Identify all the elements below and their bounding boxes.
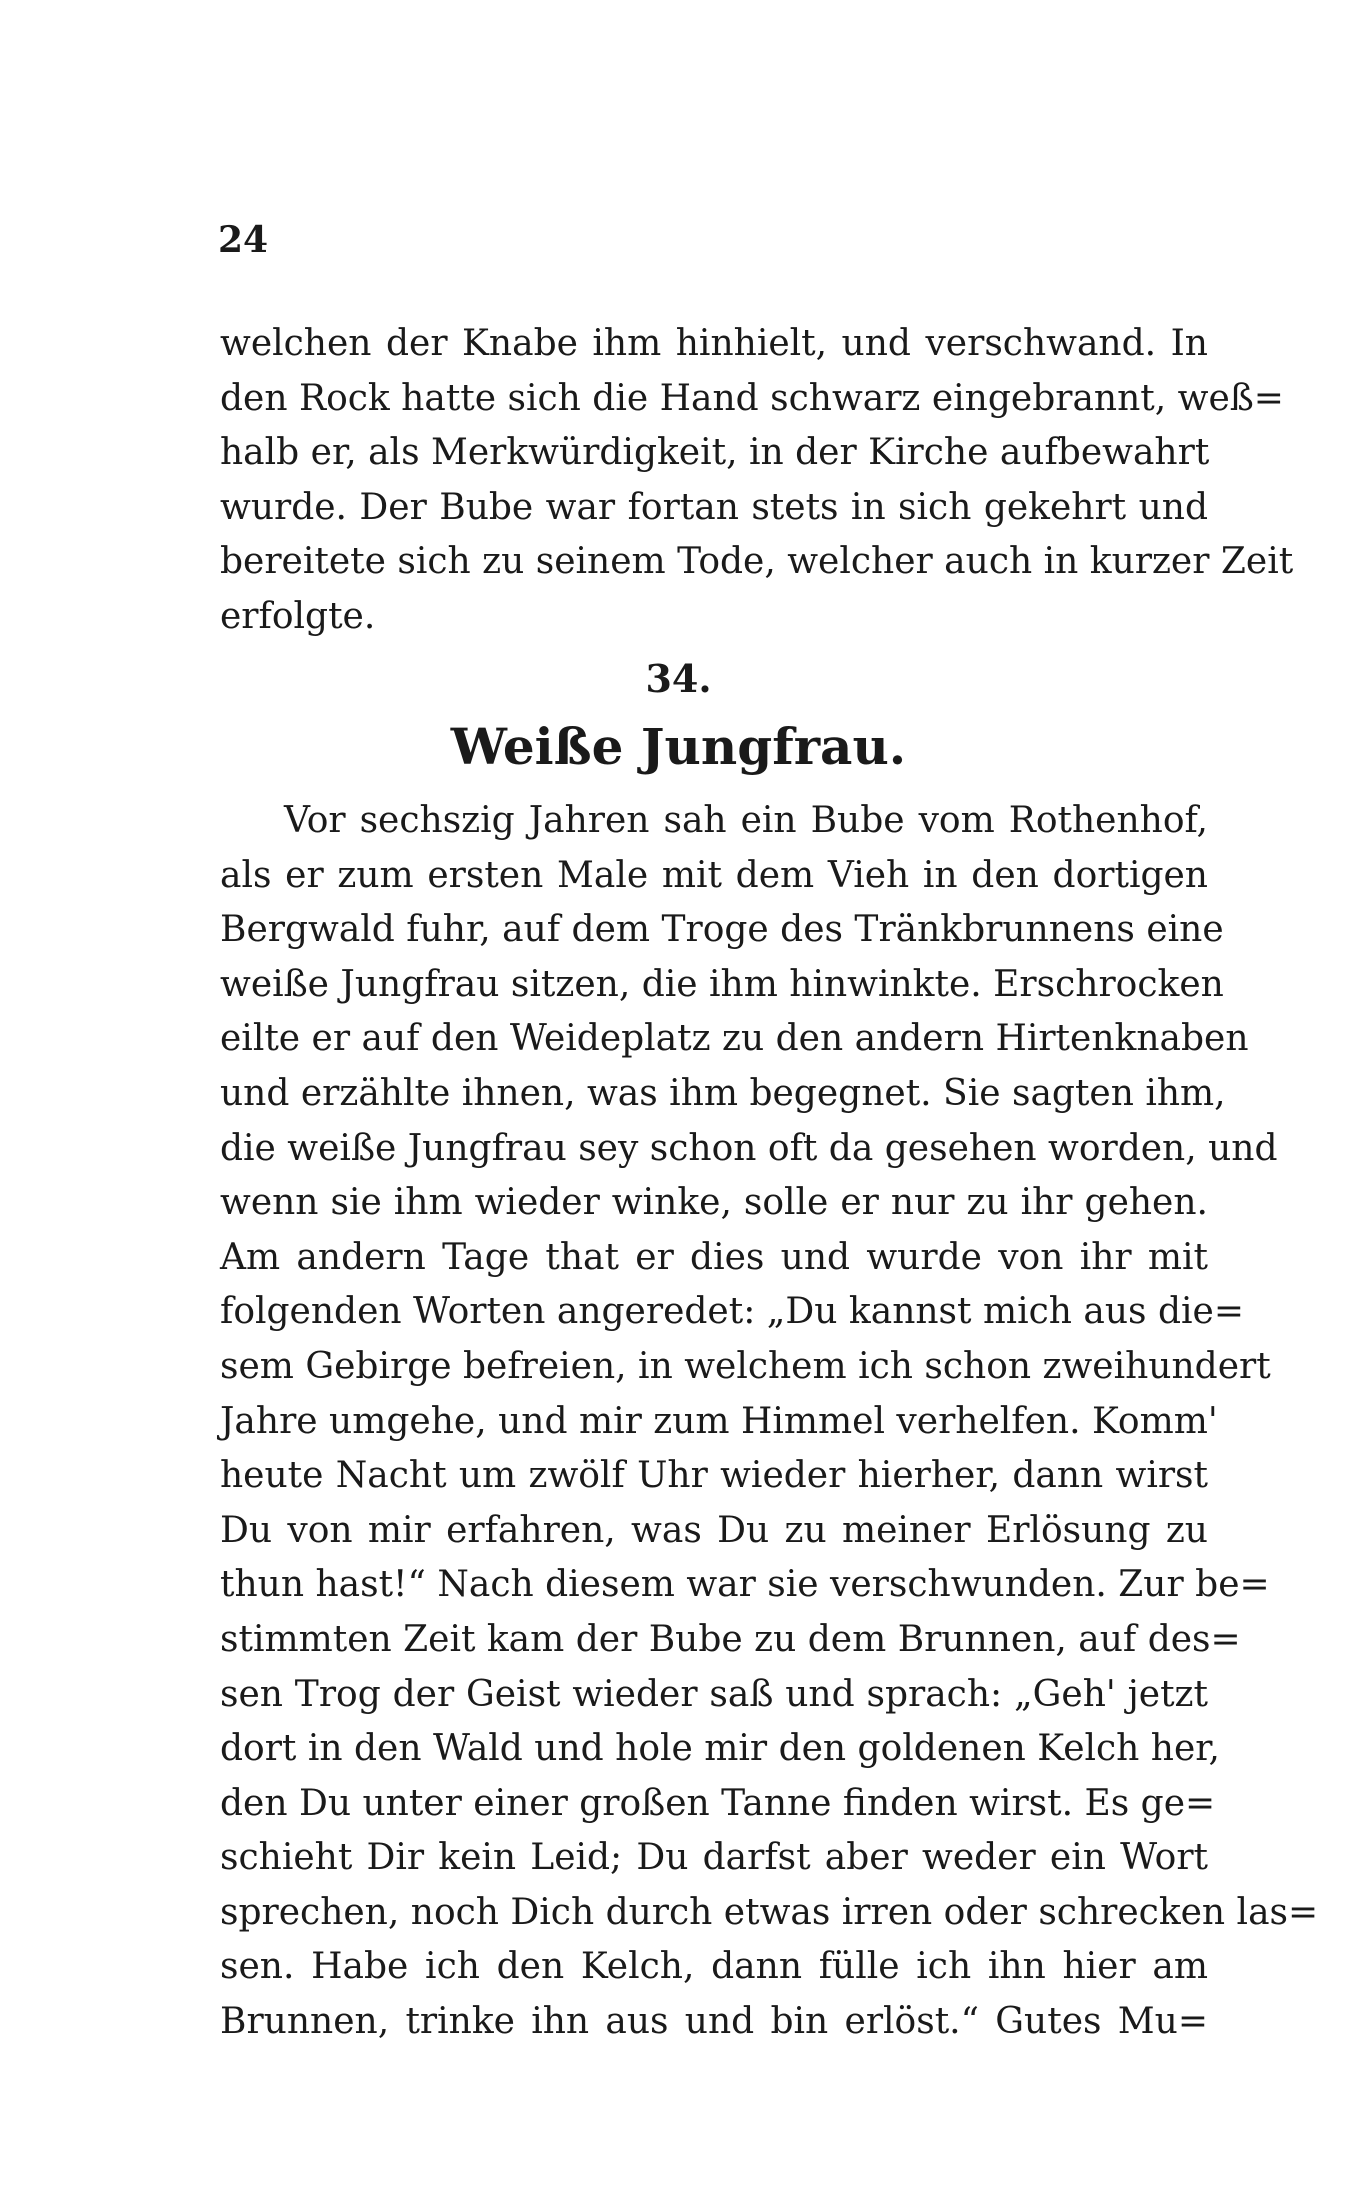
text-line: Du von mir erfahren, was Du zu meiner Erlösung zu	[220, 1509, 1208, 1551]
text-line: Am andern Tage that er dies und wurde von ihr mit	[220, 1236, 1208, 1278]
text-line: die weiße Jungfrau sey schon oft da gesehen worden, und	[220, 1127, 1278, 1169]
section-number: 34.	[645, 656, 712, 701]
previous-paragraph	[220, 317, 1294, 645]
text-line: wenn sie ihm wieder winke, solle er nur zu ihr gehen.	[220, 1182, 1208, 1224]
text-line: Vor sechszig Jahren sah ein Bube vom Rothenhof,	[284, 800, 1208, 841]
text-line: sen Trog der Geist wieder saß und sprach: „Geh' jetzt	[220, 1673, 1208, 1715]
text-line: heute Nacht um zwölf Uhr wieder hierher, dann wirst	[220, 1455, 1208, 1497]
page-number: 24	[218, 219, 269, 261]
text-line: wurde. Der Bube war fortan stets in sich gekehrt und	[220, 486, 1208, 528]
text-line: den Rock hatte sich die Hand schwarz eingebrannt, weß=	[220, 377, 1284, 419]
text-line: sprechen, noch Dich durch etwas irren oder schrecken las=	[220, 1891, 1319, 1933]
text-line: folgenden Worten angeredet: „Du kannst mich aus die=	[220, 1291, 1244, 1333]
text-line: eilte er auf den Weideplatz zu den andern Hirtenknaben	[220, 1018, 1249, 1060]
text-line: Jahre umgehe, und mir zum Himmel verhelfen. Komm'	[220, 1400, 1218, 1442]
text-line: halb er, als Merkwürdigkeit, in der Kirche aufbewahrt	[220, 432, 1210, 474]
text-line: als er zum ersten Male mit dem Vieh in den dortigen	[220, 854, 1208, 896]
text-line: thun hast!“ Nach diesem war sie verschwunden. Zur be=	[220, 1564, 1270, 1606]
text-line: erfolgte.	[220, 595, 376, 637]
text-line: sen. Habe ich den Kelch, dann fülle ich ihn hier am	[220, 1946, 1208, 1988]
text-line: schieht Dir kein Leid; Du darfst aber weder ein Wort	[220, 1837, 1208, 1879]
text-line: welchen der Knabe ihm hinhielt, und verschwand. In	[220, 323, 1208, 364]
text-line: weiße Jungfrau sitzen, die ihm hinwinkte. Erschrocken	[220, 963, 1224, 1005]
text-line: und erzählte ihnen, was ihm begegnet. Sie sagten ihm,	[220, 1072, 1226, 1114]
text-line: den Du unter einer großen Tanne finden wirst. Es ge=	[220, 1782, 1216, 1824]
text-line: dort in den Wald und hole mir den goldenen Kelch her,	[220, 1728, 1220, 1770]
story-paragraph	[220, 794, 1319, 2050]
text-line: Brunnen, trinke ihn aus und bin erlöst.“ Gutes Mu=	[220, 2001, 1208, 2043]
text-line: stimmten Zeit kam der Bube zu dem Brunnen, auf des=	[220, 1618, 1241, 1660]
text-line: sem Gebirge befreien, in welchem ich schon zweihundert	[220, 1345, 1271, 1387]
section-title: Weiße Jungfrau.	[450, 717, 907, 776]
text-line: bereitete sich zu seinem Tode, welcher auch in kurzer Zeit	[220, 541, 1294, 583]
text-line: Bergwald fuhr, auf dem Troge des Tränkbrunnens eine	[220, 909, 1224, 951]
